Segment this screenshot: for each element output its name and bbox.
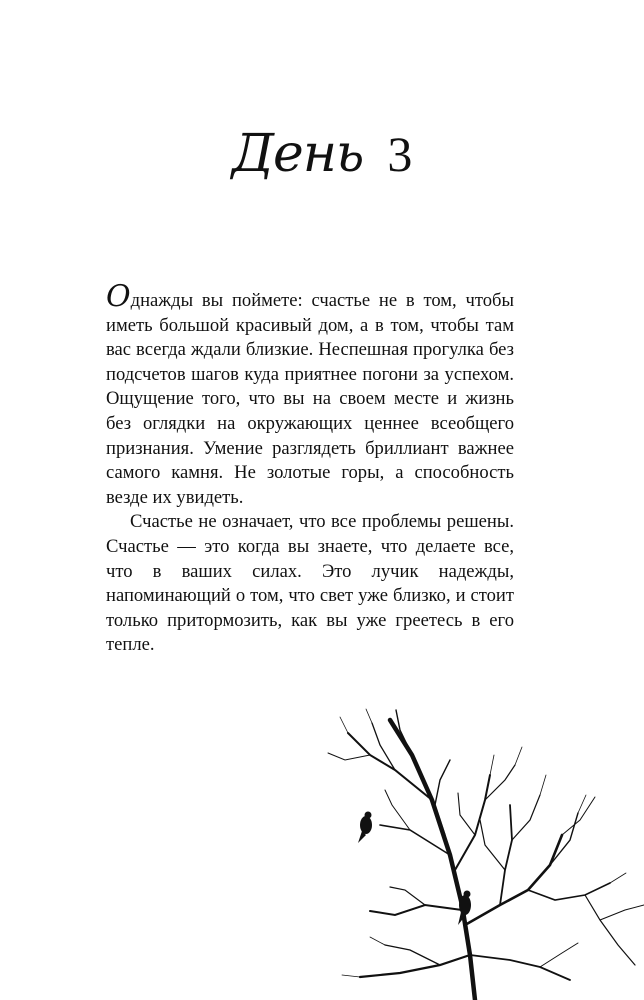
chapter-heading — [0, 124, 644, 184]
drop-cap: О — [106, 279, 131, 314]
chapter-heading-word: День — [231, 124, 364, 184]
paragraph-1-text: днажды вы поймете: счастье не в том, чтобы иметь большой красивый дом, а в том, чтобы там вас всегда ждали близкие. Неспешная прогулка без подсчетов шагов куда приятнее погони за успехом. Ощущение того, что вы на своем месте и жизнь без оглядки на окружающих ценнее всеобщего признания. Умение разглядеть бриллиант важнее самого камня. Не золотые горы, а способность везде их увидеть. — [106, 290, 514, 508]
paragraph-2: Счастье не означает, что все проблемы решены. Счастье — это когда вы знаете, что делаете все, что в ваших силах. Это лучик надежды, напоминающий о том, что свет уже близко, и стоит только притормозить, как вы уже греетесь в его тепле. — [106, 511, 514, 656]
paragraph-1 — [106, 279, 514, 510]
chapter-heading-number: 3 — [387, 126, 413, 182]
chapter-body — [106, 279, 514, 658]
bare-tree-with-birds-icon — [300, 705, 644, 1000]
